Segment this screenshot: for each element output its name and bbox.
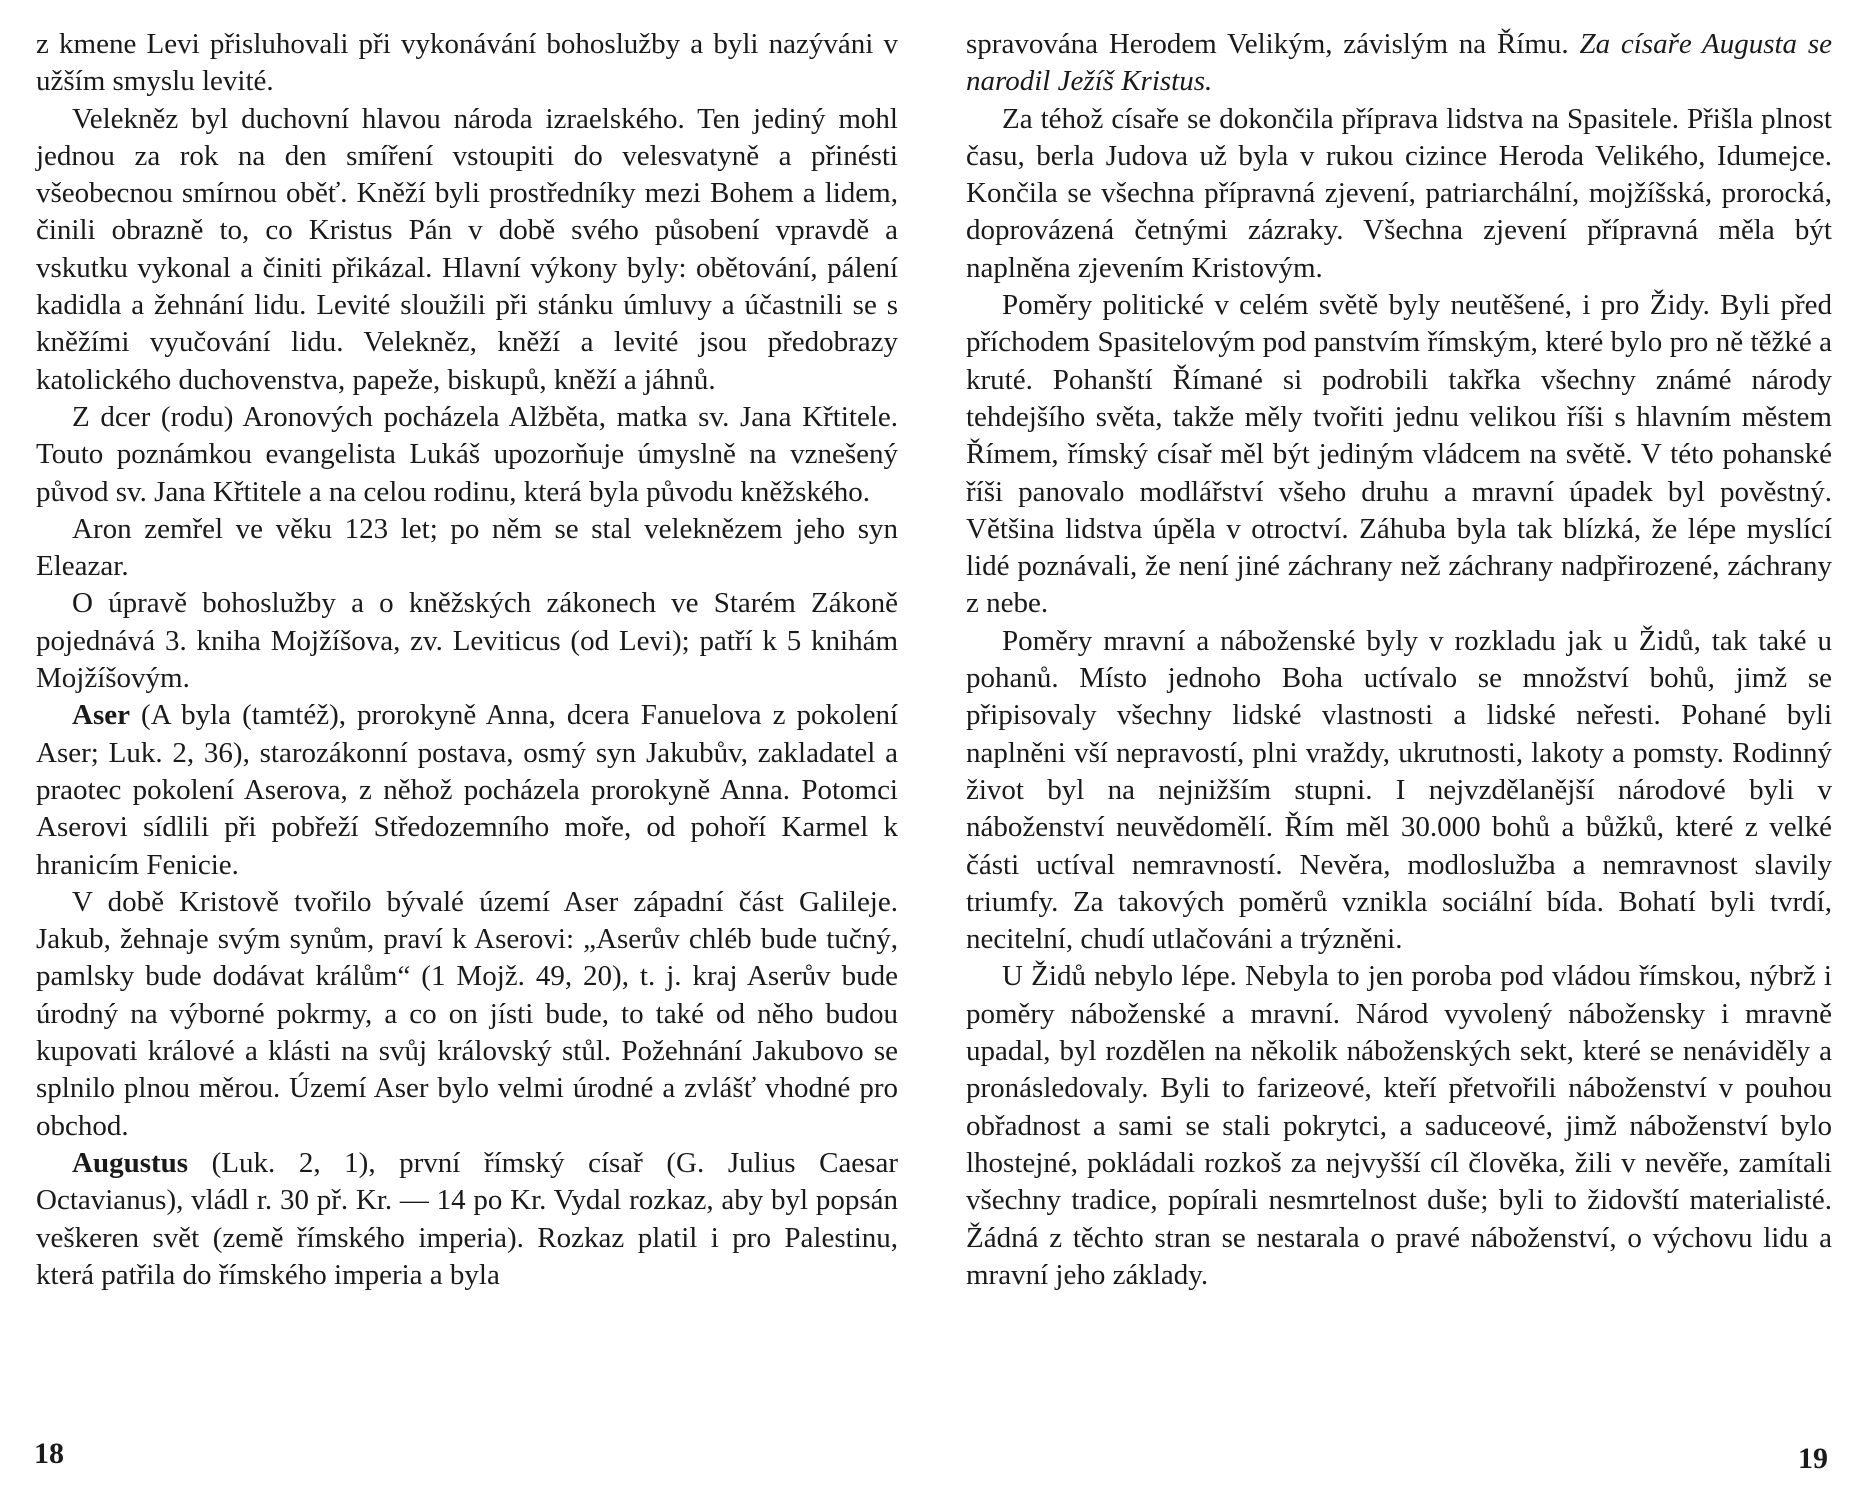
paragraph-text: U Židů nebylo lépe. Nebyla to jen poroba pod vládou římskou, nýbrž i poměry náboženské a mravní. Národ vyvolený nábožensky i mravně upadal, byl rozdělen na několik náboženských sekt, které se nenáviděly a pronásledovaly. Byli to farizeové, kteří přetvořili náboženství v pouhou obřadnost a sami se stali pokrytci, a saduceové, jimž náboženství bylo lhostejné, pokládali rozkoš za nejvyšší cíl člověka, žili v nevěře, zamítali všechny tradice, popírali nesmrtelnost duše; byli to židovští materialisté. Žádná z těchto stran se nestarala o pravé náboženství, o výchovu lidu a mravní jeho základy. bbox=[966, 960, 1832, 1291]
paragraph-text: Velekněz byl duchovní hlavou národa izraelského. Ten jediný mohl jednou za rok na den smíření vstoupiti do velesvatyně a přinésti všeobecnou smírnou oběť. Kněží byli prostředníky mezi Bohem a lidem, činili obrazně to, co Kristus Pán v době svého působení vpravdě a vskutku vykonal a činiti přikázal. Hlavní výkony byly: obětování, pálení kadidla a žehnání lidu. Levité sloužili při stánku úmluvy a účastnili se s kněžími vyučování lidu. Velekněz, kněží a levité jsou předobrazy katolického duchovenstva, papeže, biskupů, kněží a jáhnů. bbox=[36, 102, 898, 396]
paragraph bbox=[966, 958, 1832, 1294]
paragraph-text: Aron zemřel ve věku 123 let; po něm se stal veleknězem jeho syn Eleazar. bbox=[36, 512, 898, 583]
paragraph bbox=[966, 26, 1832, 101]
entry-term: Aser bbox=[72, 699, 130, 732]
right-page-text-column bbox=[966, 26, 1832, 1294]
paragraph-text: V době Kristově tvořilo bývalé území Aser západní část Galileje. Jakub, žehnaje svým synům, praví k Aserovi: „Aserův chléb bude tučný, pamlsky bude dodávat králům“ (1 Mojž. 49, 20), t. j. kraj Aserův bude úrodný na výborné pokrmy, a co on jísti bude, to také od něho budou kupovati králové a klásti na svůj královský stůl. Požehnání Jakubovo se splnilo plnou měrou. Území Aser bylo velmi úrodné a zvlášť vhodné pro obchod. bbox=[36, 885, 898, 1142]
italic-text: Za císaře Augusta se narodil Ježíš Kristus. bbox=[966, 28, 1832, 98]
paragraph bbox=[36, 26, 898, 101]
paragraph bbox=[36, 697, 898, 883]
paragraph-text: Z dcer (rodu) Aronových pocházela Alžběta, matka sv. Jana Křtitele. Touto poznámkou evangelista Lukáš upozorňuje úmyslně na vznešený původ sv. Jana Křtitele a na celou rodinu, která byla původu kněžského. bbox=[36, 400, 898, 508]
paragraph bbox=[966, 623, 1832, 959]
left-page-text-column bbox=[36, 26, 898, 1294]
paragraph bbox=[36, 511, 898, 586]
paragraph-text: (A byla (tamtéž), prorokyně Anna, dcera Fanuelova z pokolení Aser; Luk. 2, 36), starozákonní postava, osmý syn Jakubův, zakladatel a praotec pokolení Aserova, z něhož pocházela prorokyně Anna. Potomci Aserovi sídlili při pobřeží Středozemního moře, od pohoří Karmel k hranicím Fenicie. bbox=[36, 699, 898, 881]
paragraph bbox=[36, 101, 898, 399]
page-number: 18 bbox=[34, 1437, 64, 1470]
paragraph-text: Poměry politické v celém světě byly neutěšené, i pro Židy. Byli před příchodem Spasitelovým pod panstvím římským, které bylo pro ně těžké a kruté. Pohanští Římané si podrobili takřka všechny známé národy tehdejšího světa, takže měly tvořiti jednu velikou říši s hlavním městem Římem, římský císař měl být jediným vládcem na světě. V této pohanské říši panovalo modlářství všeho druhu a mravní úpadek byl pověstný. Většina lidstva úpěla v otroctví. Záhuba byla tak blízká, že lépe myslící lidé poznávali, že není jiné záchrany než záchrany nadpřirozené, záchrany z nebe. bbox=[966, 289, 1832, 620]
paragraph-text: z kmene Levi přisluhovali při vykonávání bohoslužby a byli nazýváni v užším smyslu levité. bbox=[36, 28, 898, 98]
paragraph bbox=[966, 287, 1832, 623]
page-number: 19 bbox=[1798, 1442, 1828, 1475]
paragraph-text: O úpravě bohoslužby a o kněžských zákonech ve Starém Zákoně pojednává 3. kniha Mojžíšova, zv. Leviticus (od Levi); patří k 5 knihám Mojžíšovým. bbox=[36, 587, 898, 695]
right-page bbox=[928, 0, 1856, 1500]
paragraph-text: spravována Herodem Velikým, závislým na Římu. bbox=[966, 28, 1580, 60]
paragraph bbox=[36, 1145, 898, 1294]
paragraph bbox=[36, 585, 898, 697]
paragraph-text: (Luk. 2, 1), první římský císař (G. Julius Caesar Octavianus), vládl r. 30 př. Kr. — 14 po Kr. Vydal rozkaz, aby byl popsán veškeren svět (země římského imperia). Rozkaz platil i pro Palestinu, která patřila do římského imperia a byla bbox=[36, 1146, 898, 1291]
paragraph-text: Za téhož císaře se dokončila příprava lidstva na Spasitele. Přišla plnost času, berla Judova už byla v rukou cizince Heroda Velikého, Idumejce. Končila se všechna přípravná zjevení, patriarchální, mojžíšská, prorocká, doprovázená četnými zázraky. Všechna zjevení přípravná měla být naplněna zjevením Kristovým. bbox=[966, 102, 1832, 284]
paragraph bbox=[966, 101, 1832, 287]
paragraph bbox=[36, 884, 898, 1145]
paragraph bbox=[36, 399, 898, 511]
entry-term: Augustus bbox=[72, 1146, 189, 1179]
paragraph-text: Poměry mravní a náboženské byly v rozkladu jak u Židů, tak také u pohanů. Místo jednoho Boha uctívalo se množství bohů, jimž se připisovaly všechny lidské vlastnosti a lidské neřesti. Pohané byli naplněni vší nepravostí, plni vraždy, ukrutnosti, lakoty a pomsty. Rodinný život byl na nejnižším stupni. I nejvzdělanější národové byli v náboženství neuvědomělí. Řím měl 30.000 bohů a bůžků, které z velké části uctíval nemravností. Nevěra, modloslužba a nemravnost slavily triumfy. Za takových poměrů vznikla sociální bída. Bohatí byli tvrdí, necitelní, chudí utlačováni a trýzněni. bbox=[966, 624, 1832, 956]
